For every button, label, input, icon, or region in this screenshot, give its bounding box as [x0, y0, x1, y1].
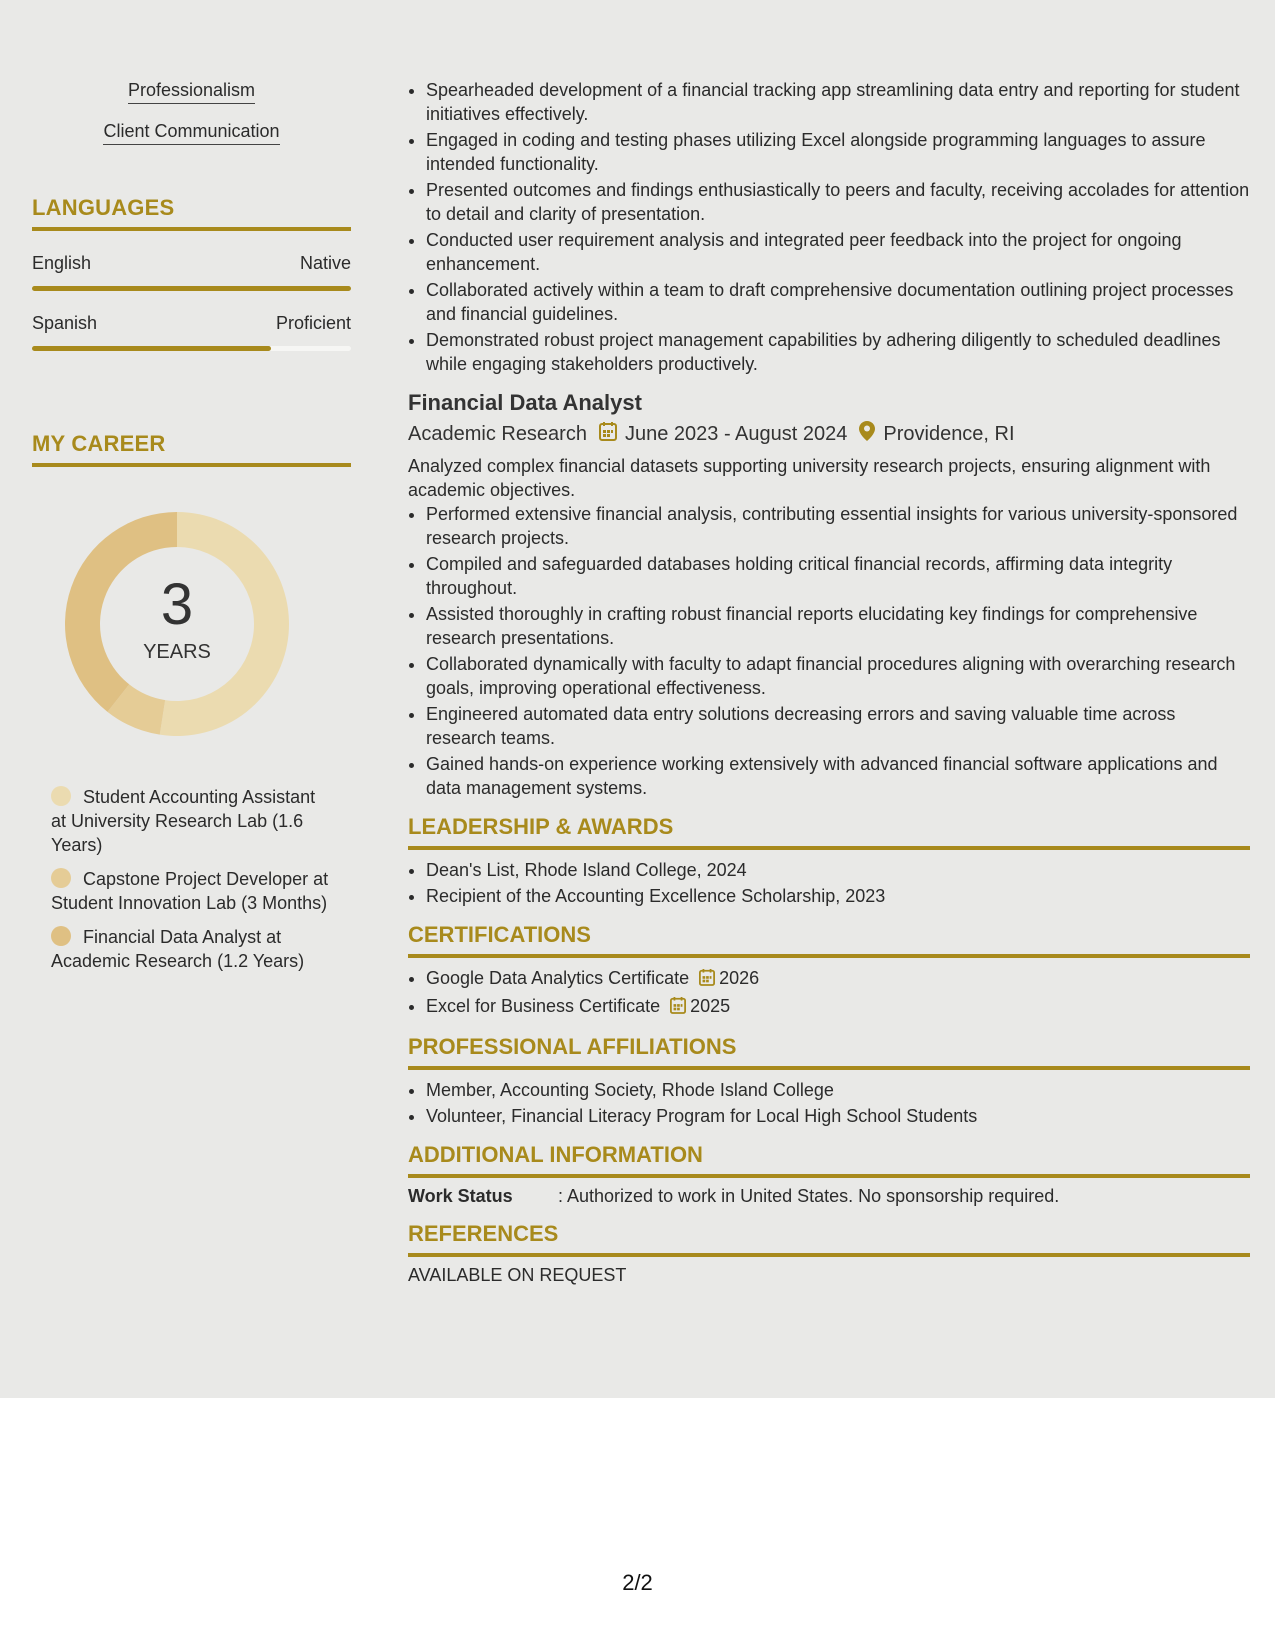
list-item: • Collaborated actively within a team to draft comprehensive documentation outlining project processes and financial guidelines.	[426, 278, 1250, 326]
legend-item: Financial Data Analyst at Academic Research (1.2 Years)	[51, 927, 305, 971]
main-content	[408, 78, 1250, 1286]
certifications-heading: CERTIFICATIONS	[408, 922, 1250, 958]
language-spanish	[32, 313, 351, 351]
job-company: Academic Research	[408, 422, 587, 445]
list-item: • Volunteer, Financial Literacy Program for Local High School Students	[426, 1104, 1250, 1128]
skill-item: Professionalism	[32, 80, 351, 104]
list-item: • Excel for Business Certificate 2025	[426, 994, 1250, 1020]
list-item: • Spearheaded development of a financial tracking app streamlining data entry and reporting for student initiatives effectively.	[426, 78, 1250, 126]
job-dates: June 2023 - August 2024	[624, 422, 848, 445]
language-english	[32, 253, 351, 291]
list-item: • Recipient of the Accounting Excellence Scholarship, 2023	[426, 884, 1250, 908]
certifications-list	[408, 966, 1250, 1020]
calendar-icon	[599, 421, 617, 447]
language-bar	[32, 346, 351, 351]
list-item: • Assisted thoroughly in crafting robust financial reports elucidating key findings for comprehensive research presentations.	[426, 602, 1250, 650]
skill-item: Client Communication	[32, 121, 351, 145]
list-item: • Engineered automated data entry solutions decreasing errors and saving valuable time across research teams.	[426, 702, 1250, 750]
language-name: English	[32, 253, 92, 273]
list-item: • Performed extensive financial analysis, contributing essential insights for various university-sponsored research projects.	[426, 502, 1250, 550]
job-bullets	[408, 502, 1250, 800]
list-item: • Collaborated dynamically with faculty to adapt financial procedures aligning with overarching research goals, improving operational effectiveness.	[426, 652, 1250, 700]
legend-dot	[51, 868, 71, 888]
legend-item: Capstone Project Developer at Student Innovation Lab (3 Months)	[51, 869, 329, 913]
language-bar-fill	[32, 286, 351, 291]
language-level: Proficient	[275, 313, 351, 333]
list-item: • Conducted user requirement analysis and integrated peer feedback into the project for ongoing enhancement.	[426, 228, 1250, 276]
references-heading: REFERENCES	[408, 1221, 1250, 1257]
career-heading: MY CAREER	[32, 431, 351, 467]
affiliations-heading: PROFESSIONAL AFFILIATIONS	[408, 1034, 1250, 1070]
leadership-list	[408, 858, 1250, 908]
calendar-icon	[670, 996, 686, 1020]
location-pin-icon	[859, 421, 875, 447]
list-item: • Demonstrated robust project management capabilities by adhering diligently to scheduled deadlines while engaging stakeholders productively.	[426, 328, 1250, 376]
legend-dot	[51, 786, 71, 806]
languages-heading: LANGUAGES	[32, 195, 351, 231]
references-text: AVAILABLE ON REQUEST	[408, 1265, 627, 1285]
job-description: Analyzed complex financial datasets supporting university research projects, ensuring alignment with academic objectives.	[408, 456, 1211, 500]
list-item: • Gained hands-on experience working extensively with advanced financial software applications and data management systems.	[426, 752, 1250, 800]
job-title: Financial Data Analyst	[408, 390, 642, 415]
list-item: • Google Data Analytics Certificate 2026	[426, 966, 1250, 992]
list-item: • Member, Accounting Society, Rhode Island College	[426, 1078, 1250, 1102]
list-item: • Dean's List, Rhode Island College, 2024	[426, 858, 1250, 882]
career-donut-chart	[52, 499, 302, 749]
calendar-icon	[699, 968, 715, 992]
work-status-value: : Authorized to work in United States. No sponsorship required.	[558, 1186, 1060, 1206]
language-name: Spanish	[32, 313, 98, 333]
work-status-row	[408, 1186, 1250, 1207]
page-number: 2/2	[622, 1570, 653, 1595]
work-status-label: Work Status	[408, 1186, 513, 1206]
job-meta	[408, 421, 1250, 447]
sidebar	[32, 80, 351, 983]
legend-dot	[51, 926, 71, 946]
legend-item: Student Accounting Assistant at University Research Lab (1.6 Years)	[51, 787, 316, 855]
career-total: 3	[160, 572, 194, 637]
language-level: Native	[299, 253, 351, 273]
affiliations-list	[408, 1078, 1250, 1128]
previous-job-bullets	[408, 78, 1250, 376]
leadership-heading: LEADERSHIP & AWARDS	[408, 814, 1250, 850]
language-bar	[32, 286, 351, 291]
career-unit: YEARS	[143, 641, 211, 663]
language-bar-fill	[32, 346, 271, 351]
career-legend	[51, 785, 331, 973]
job-location: Providence, RI	[883, 422, 1015, 445]
list-item: • Engaged in coding and testing phases utilizing Excel alongside programming languages to assure intended functionality.	[426, 128, 1250, 176]
list-item: • Compiled and safeguarded databases holding critical financial records, affirming data integrity throughout.	[426, 552, 1250, 600]
additional-info-heading: ADDITIONAL INFORMATION	[408, 1142, 1250, 1178]
list-item: • Presented outcomes and findings enthusiastically to peers and faculty, receiving accolades for attention to detail and clarity of presentation.	[426, 178, 1250, 226]
